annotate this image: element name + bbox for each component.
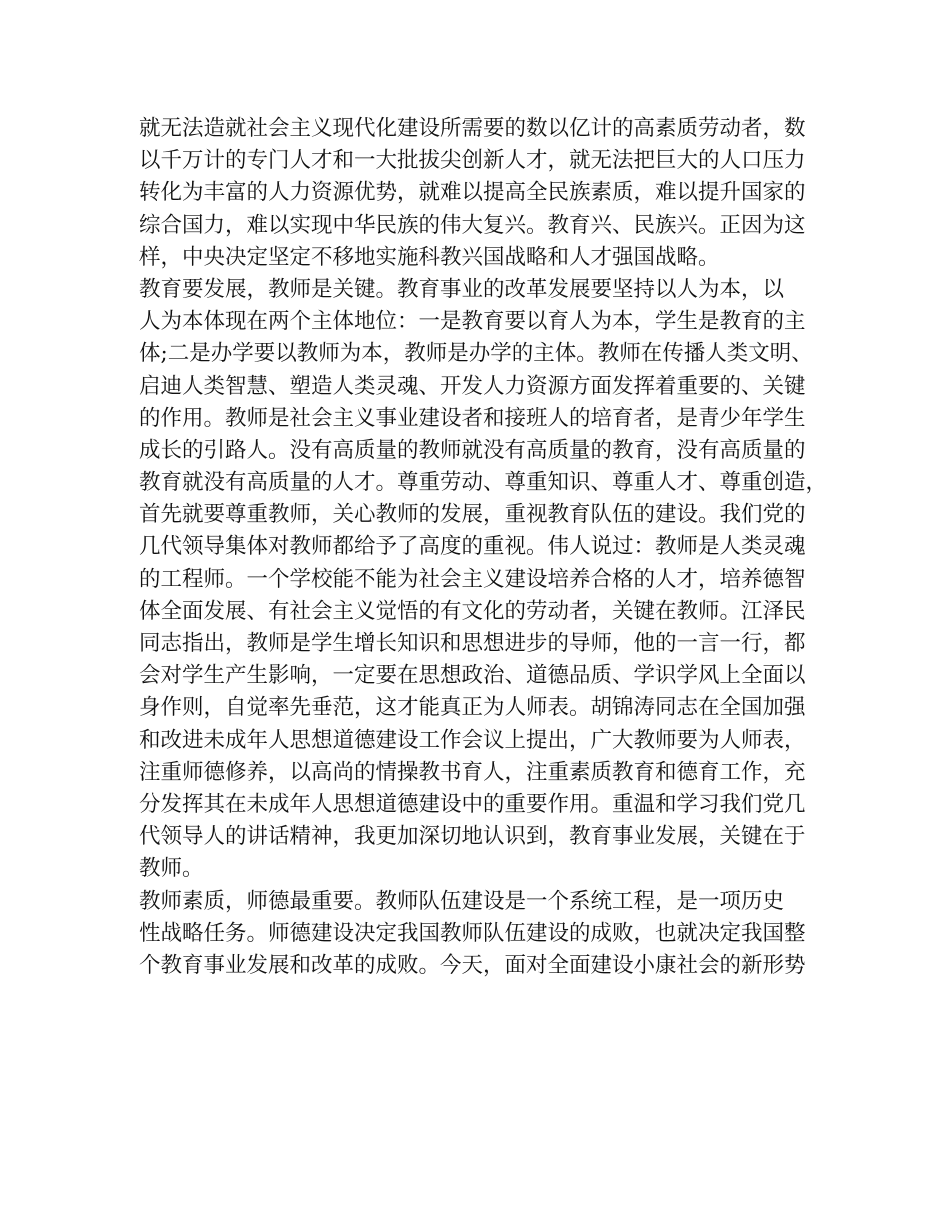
text-line: 人为本体现在两个主体地位：一是教育要以育人为本，学生是教育的主 — [139, 309, 806, 335]
text-line: 代领导人的讲话精神，我更加深切地认识到，教育事业发展，关键在于 — [139, 824, 806, 850]
text-line: 成长的引路人。没有高质量的教师就没有高质量的教育，没有高质量的 — [139, 437, 806, 463]
text-line: 体全面发展、有社会主义觉悟的有文化的劳动者，关键在教师。江泽民 — [139, 598, 806, 624]
text-line: 性战略任务。师德建设决定我国教师队伍建设的成败，也就决定我国整 — [139, 920, 806, 946]
text-line: 综合国力，难以实现中华民族的伟大复兴。教育兴、民族兴。正因为这 — [139, 212, 806, 238]
text-line: 分发挥其在未成年人思想道德建设中的重要作用。重温和学习我们党几 — [139, 791, 806, 817]
text-line: 注重师德修养，以高尚的情操教书育人，注重素质教育和德育工作，充 — [139, 759, 806, 785]
body-text — [139, 113, 828, 982]
text-line: 教师。 — [139, 856, 204, 882]
text-line: 启迪人类智慧、塑造人类灵魂、开发人力资源方面发挥着重要的、关键 — [139, 373, 806, 399]
text-line: 教育要发展，教师是关键。教育事业的改革发展要坚持以人为本，以 — [139, 276, 785, 302]
text-line: 的工程师。一个学校能不能为社会主义建设培养合格的人才，培养德智 — [139, 566, 806, 592]
text-line: 会对学生产生影响，一定要在思想政治、道德品质、学识学风上全面以 — [139, 663, 806, 689]
text-line: 体;二是办学要以教师为本，教师是办学的主体。教师在传播人类文明、 — [139, 341, 813, 367]
text-line: 转化为丰富的人力资源优势，就难以提高全民族素质，难以提升国家的 — [139, 180, 806, 206]
text-line: 和改进未成年人思想道德建设工作会议上提出，广大教师要为人师表， — [139, 727, 806, 753]
text-line: 以千万计的专门人才和一大批拔尖创新人才，就无法把巨大的人口压力 — [139, 148, 806, 174]
text-line: 教育就没有高质量的人才。尊重劳动、尊重知识、尊重人才、尊重创造， — [139, 470, 828, 496]
text-line: 教师素质，师德最重要。教师队伍建设是一个系统工程，是一项历史 — [139, 888, 785, 914]
text-line: 的作用。教师是社会主义事业建设者和接班人的培育者，是青少年学生 — [139, 405, 806, 431]
text-line: 首先就要尊重教师，关心教师的发展，重视教育队伍的建设。我们党的 — [139, 502, 806, 528]
text-line: 几代领导集体对教师都给予了高度的重视。伟人说过：教师是人类灵魂 — [139, 534, 806, 560]
text-line: 身作则，自觉率先垂范，这才能真正为人师表。胡锦涛同志在全国加强 — [139, 695, 806, 721]
text-line: 个教育事业发展和改革的成败。今天，面对全面建设小康社会的新形势 — [139, 952, 806, 978]
text-line: 样，中央决定坚定不移地实施科教兴国战略和人才强国战略。 — [139, 244, 720, 270]
text-line: 同志指出，教师是学生增长知识和思想进步的导师，他的一言一行，都 — [139, 631, 806, 656]
text-line: 就无法造就社会主义现代化建设所需要的数以亿计的高素质劳动者，数 — [139, 116, 806, 141]
